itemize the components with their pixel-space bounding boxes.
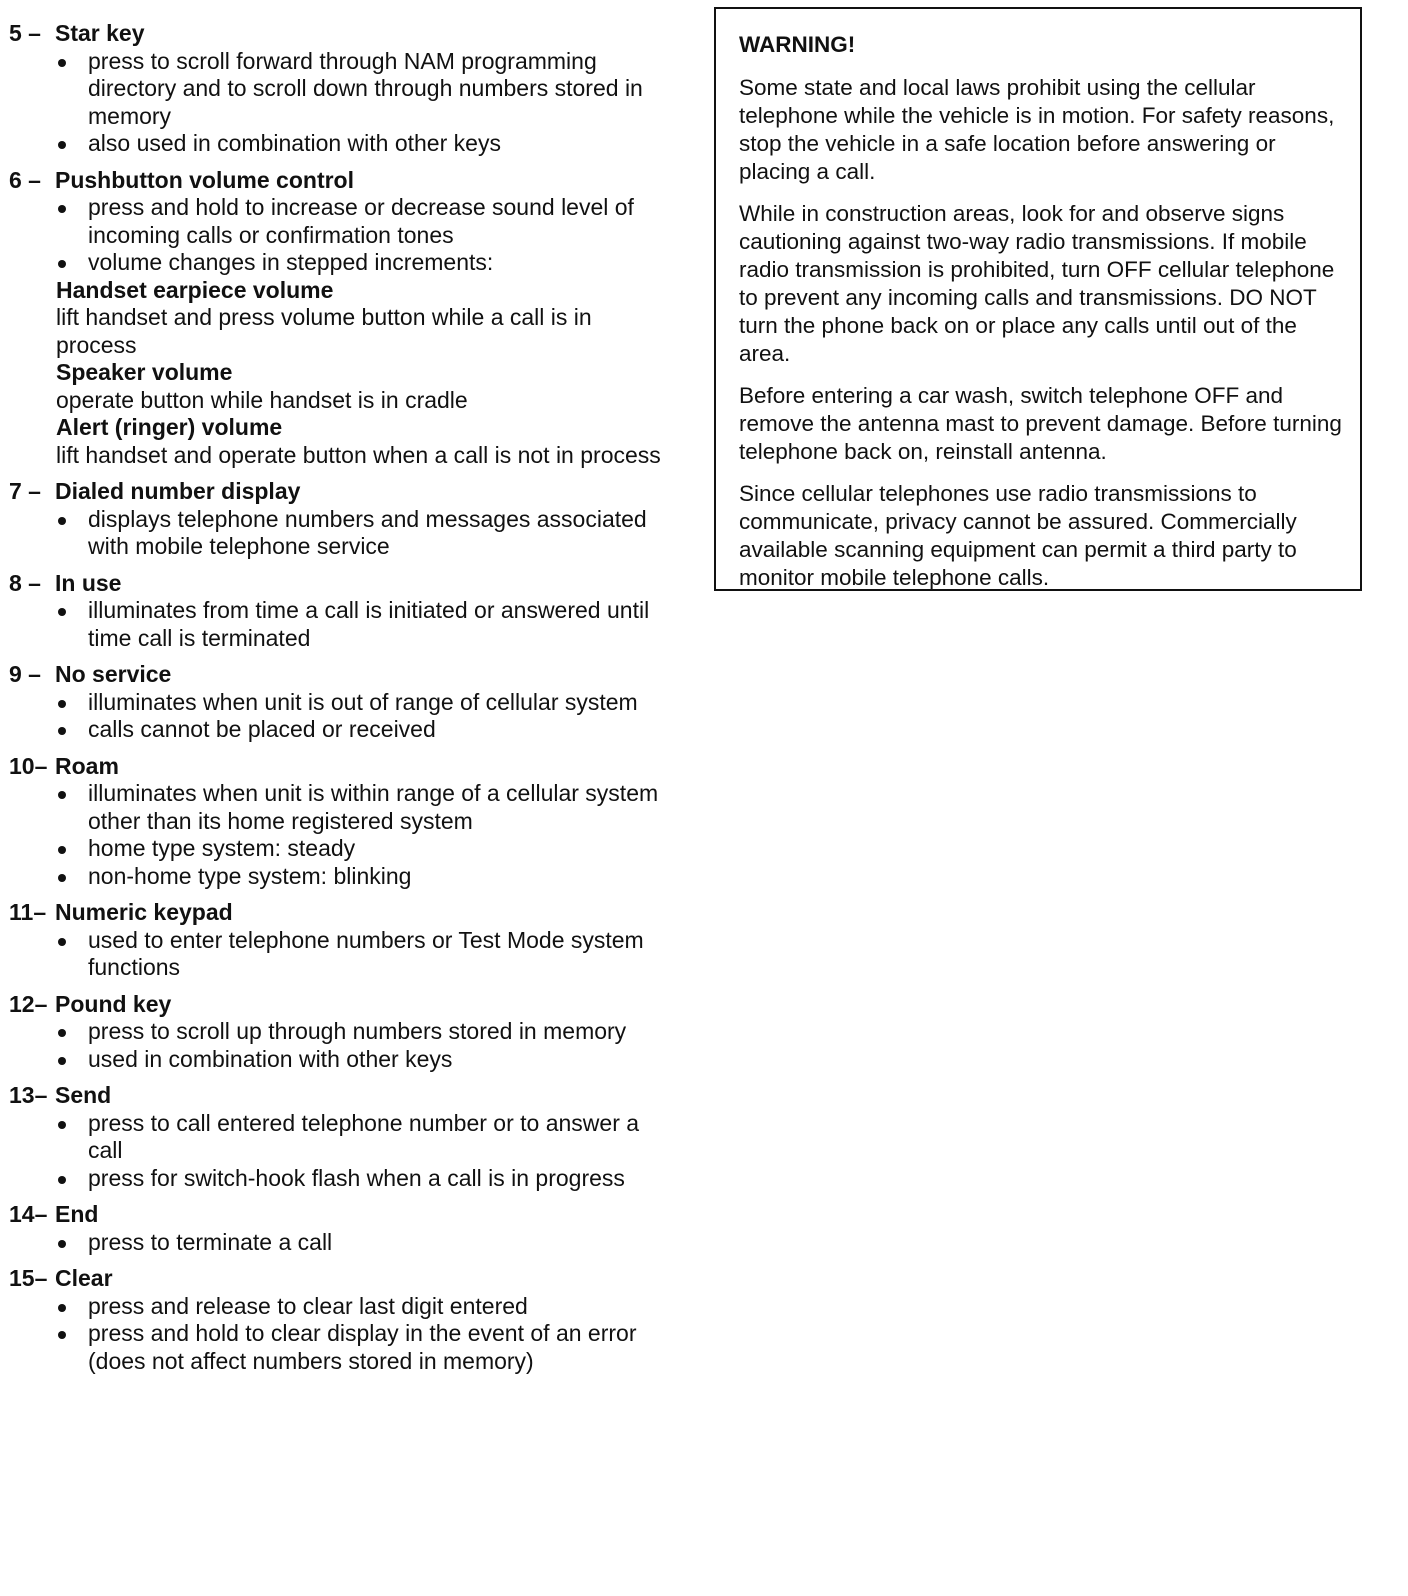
control-item-title: No service xyxy=(55,661,172,687)
control-item xyxy=(9,991,669,1074)
controls-list xyxy=(9,20,669,1384)
bullet-item: press to terminate a call xyxy=(56,1229,669,1257)
control-item xyxy=(9,570,669,653)
bullet-list xyxy=(9,1110,669,1193)
control-item-number: 10– xyxy=(9,752,48,779)
control-item-number: 9 – xyxy=(9,661,41,687)
control-item-number: 8 – xyxy=(9,569,41,596)
control-item-number: 11– xyxy=(9,899,47,925)
warning-title: WARNING! xyxy=(739,32,856,57)
control-item-heading xyxy=(9,570,669,598)
bullet-item: press and hold to increase or decrease sound level of incoming calls or confirmation tones xyxy=(56,194,669,249)
bullet-list xyxy=(9,1229,669,1257)
warning-paragraph-privacy: Since cellular telephones use radio transmissions to communicate, privacy cannot be assured. Commercially available scanning equipment can permit a third party to monitor mobile telephone calls. xyxy=(739,481,1297,590)
subsection-title: Handset earpiece volume xyxy=(56,276,334,303)
bullet-item: press and release to clear last digit entered xyxy=(56,1293,669,1321)
bullet-item: press to scroll up through numbers stored in memory xyxy=(56,1018,669,1046)
bullet-item: illuminates from time a call is initiated or answered until time call is terminated xyxy=(56,597,669,652)
warning-paragraph-construction: While in construction areas, look for and observe signs cautioning against two-way radio transmissions. If mobile radio transmission is prohibited, turn OFF cellular telephone to prevent any incoming calls and transmissions. DO NOT turn the phone back on or place any calls until out of the area. xyxy=(739,201,1335,366)
control-item-title: In use xyxy=(55,569,122,596)
warning-paragraph-laws: Some state and local laws prohibit using the cellular telephone while the vehicle is in motion. For safety reasons, stop the vehicle in a safe location before answering or placing a call. xyxy=(739,75,1335,184)
control-item-heading xyxy=(9,1265,669,1293)
control-item-number: 12– xyxy=(9,990,48,1017)
control-item-heading xyxy=(9,478,669,506)
control-item-number: 13– xyxy=(9,1082,48,1108)
control-item xyxy=(9,1265,669,1375)
bullet-list xyxy=(9,48,669,158)
bullet-item: home type system: steady xyxy=(56,835,669,863)
control-item-title: Send xyxy=(55,1082,112,1108)
control-item xyxy=(9,20,669,158)
subsection-text: operate button while handset is in cradle xyxy=(56,386,468,413)
bullet-item: non-home type system: blinking xyxy=(56,863,669,891)
control-item-heading xyxy=(9,1201,669,1229)
control-item-title: End xyxy=(55,1201,99,1227)
control-item-heading xyxy=(9,20,669,48)
subsection-text: lift handset and operate button when a call is not in process xyxy=(56,441,661,468)
control-item-number: 14– xyxy=(9,1201,48,1227)
bullet-item: used in combination with other keys xyxy=(56,1046,669,1074)
control-item-title: Star key xyxy=(55,20,145,46)
control-item xyxy=(9,1082,669,1192)
control-item-title: Pound key xyxy=(55,990,172,1017)
bullet-item: volume changes in stepped increments: xyxy=(56,249,669,277)
bullet-list xyxy=(9,597,669,652)
control-item-title: Roam xyxy=(55,752,119,779)
control-item-number: 6 – xyxy=(9,166,41,193)
bullet-item: displays telephone numbers and messages associated with mobile telephone service xyxy=(56,506,669,561)
control-item xyxy=(9,899,669,982)
bullet-list xyxy=(9,506,669,561)
subsection-title: Speaker volume xyxy=(56,359,233,385)
control-item-heading xyxy=(9,899,669,927)
control-item xyxy=(9,661,669,744)
warning-paragraph-car-wash: Before entering a car wash, switch telephone OFF and remove the antenna mast to prevent damage. Before turning telephone back on, reinstall antenna. xyxy=(739,383,1342,464)
bullet-list xyxy=(9,780,669,890)
bullet-item: press to scroll forward through NAM programming directory and to scroll down through numbers stored in memory xyxy=(56,48,669,131)
control-item-heading xyxy=(9,991,669,1019)
bullet-item: also used in combination with other keys xyxy=(56,130,669,158)
bullet-list xyxy=(9,689,669,744)
bullet-item: calls cannot be placed or received xyxy=(56,716,669,744)
control-item-heading xyxy=(9,661,669,689)
bullet-list xyxy=(9,194,669,277)
bullet-item: illuminates when unit is out of range of cellular system xyxy=(56,689,669,717)
control-item xyxy=(9,478,669,561)
bullet-list xyxy=(9,1293,669,1376)
bullet-item: illuminates when unit is within range of a cellular system other than its home registered system xyxy=(56,780,669,835)
control-item xyxy=(9,1201,669,1256)
control-item-number: 7 – xyxy=(9,478,41,504)
bullet-list xyxy=(9,927,669,982)
control-item-title: Pushbutton volume control xyxy=(55,166,354,193)
control-item-title: Clear xyxy=(55,1265,113,1291)
control-item-heading xyxy=(9,167,669,195)
bullet-item: press and hold to clear display in the event of an error (does not affect numbers stored in memory) xyxy=(56,1320,669,1375)
control-item xyxy=(9,753,669,891)
warning-box xyxy=(714,7,1362,591)
bullet-item: used to enter telephone numbers or Test Mode system functions xyxy=(56,927,669,982)
control-item-heading xyxy=(9,1082,669,1110)
bullet-item: press to call entered telephone number or to answer a call xyxy=(56,1110,669,1165)
control-item-title: Dialed number display xyxy=(55,478,301,504)
control-item-heading xyxy=(9,753,669,781)
subsection-text: lift handset and press volume button while a call is in process xyxy=(56,304,592,358)
bullet-list xyxy=(9,1018,669,1073)
control-item-title: Numeric keypad xyxy=(55,899,233,925)
control-item-number: 5 – xyxy=(9,20,41,46)
subsection-title: Alert (ringer) volume xyxy=(56,414,283,440)
control-item xyxy=(9,167,669,470)
control-item-number: 15– xyxy=(9,1265,48,1291)
bullet-item: press for switch-hook flash when a call is in progress xyxy=(56,1165,669,1193)
volume-subsections xyxy=(9,277,669,470)
